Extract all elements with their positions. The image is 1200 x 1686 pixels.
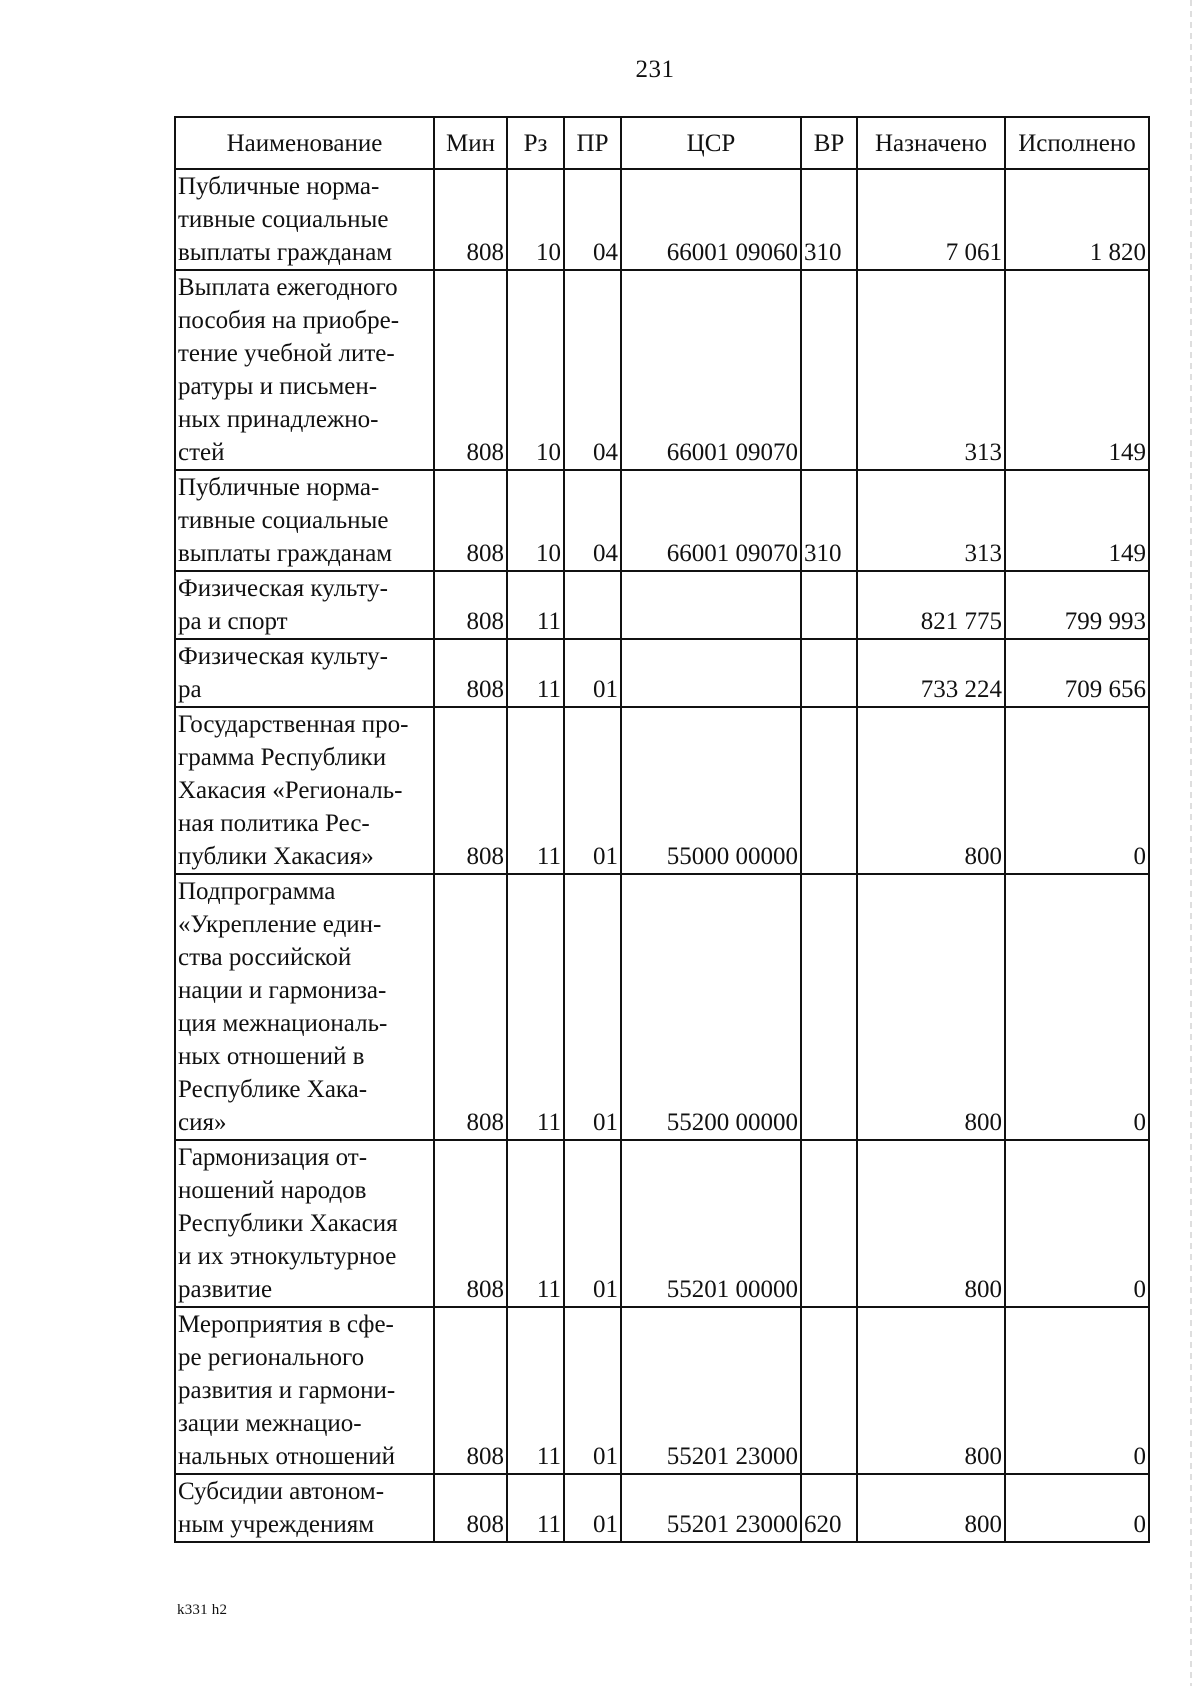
cell-assigned: 800 [857,1474,1005,1542]
cell-name: Физическая культу- ра [175,639,434,707]
cell-assigned: 733 224 [857,639,1005,707]
cell-name: Подпрограмма «Укрепление един- ства российской нации и гармониза- ция межнациональ- ных отношений в Республике Хака- сия» [175,874,434,1140]
cell-csr: 66001 09070 [621,270,801,470]
table-row [175,874,1149,1140]
cell-rz: 11 [507,639,564,707]
table-header-row [175,117,1149,169]
cell-min: 808 [434,470,507,571]
cell-assigned: 7 061 [857,169,1005,270]
cell-vr [801,571,857,639]
cell-vr [801,874,857,1140]
header-name: Наименование [175,117,434,169]
budget-table [174,116,1150,1543]
cell-vr [801,270,857,470]
cell-pr: 04 [564,470,621,571]
cell-pr: 01 [564,1474,621,1542]
cell-pr: 01 [564,707,621,874]
cell-executed: 149 [1005,470,1149,571]
cell-executed: 1 820 [1005,169,1149,270]
cell-pr: 01 [564,1307,621,1474]
scan-binding-edge [1190,0,1192,1686]
cell-rz: 10 [507,470,564,571]
cell-csr: 66001 09060 [621,169,801,270]
header-assigned: Назначено [857,117,1005,169]
cell-min: 808 [434,874,507,1140]
cell-csr: 55200 00000 [621,874,801,1140]
table-row [175,1140,1149,1307]
cell-pr: 01 [564,639,621,707]
cell-executed: 0 [1005,1307,1149,1474]
cell-csr: 55201 23000 [621,1307,801,1474]
cell-rz: 11 [507,874,564,1140]
cell-pr: 01 [564,1140,621,1307]
cell-csr: 55201 00000 [621,1140,801,1307]
cell-min: 808 [434,270,507,470]
cell-rz: 11 [507,571,564,639]
cell-csr: 55201 23000 [621,1474,801,1542]
cell-vr [801,639,857,707]
page-number: 231 [635,56,675,83]
cell-name: Государственная про- грамма Республики Хакасия «Региональ- ная политика Рес- публики Хакасия» [175,707,434,874]
cell-executed: 0 [1005,1474,1149,1542]
cell-rz: 11 [507,1140,564,1307]
cell-vr [801,1140,857,1307]
cell-csr [621,571,801,639]
cell-executed: 0 [1005,1140,1149,1307]
cell-csr [621,639,801,707]
cell-rz: 10 [507,169,564,270]
cell-vr: 310 [801,169,857,270]
header-executed: Исполнено [1005,117,1149,169]
cell-vr: 310 [801,470,857,571]
cell-executed: 709 656 [1005,639,1149,707]
cell-assigned: 800 [857,874,1005,1140]
cell-name: Публичные норма- тивные социальные выплаты гражданам [175,169,434,270]
cell-assigned: 800 [857,1307,1005,1474]
table-body [175,169,1149,1542]
cell-min: 808 [434,571,507,639]
cell-assigned: 821 775 [857,571,1005,639]
cell-assigned: 313 [857,470,1005,571]
cell-name: Физическая культу- ра и спорт [175,571,434,639]
cell-min: 808 [434,707,507,874]
table-row [175,169,1149,270]
cell-vr [801,707,857,874]
cell-assigned: 313 [857,270,1005,470]
cell-csr: 55000 00000 [621,707,801,874]
table-row [175,270,1149,470]
cell-pr: 04 [564,270,621,470]
cell-name: Мероприятия в сфе- ре регионального развития и гармони- зации межнацио- нальных отношений [175,1307,434,1474]
footer-code: k331 h2 [177,1602,228,1618]
table-row [175,1474,1149,1542]
cell-vr [801,1307,857,1474]
header-vr: ВР [801,117,857,169]
header-min: Мин [434,117,507,169]
cell-min: 808 [434,1140,507,1307]
cell-pr: 04 [564,169,621,270]
cell-executed: 0 [1005,707,1149,874]
header-rz: Рз [507,117,564,169]
cell-name: Субсидии автоном- ным учреждениям [175,1474,434,1542]
table-row [175,470,1149,571]
cell-min: 808 [434,639,507,707]
cell-pr [564,571,621,639]
cell-executed: 0 [1005,874,1149,1140]
cell-name: Гармонизация от- ношений народов Республики Хакасия и их этнокультурное развитие [175,1140,434,1307]
cell-rz: 11 [507,1474,564,1542]
cell-min: 808 [434,169,507,270]
cell-executed: 149 [1005,270,1149,470]
table-row [175,707,1149,874]
cell-vr: 620 [801,1474,857,1542]
cell-name: Публичные норма- тивные социальные выплаты гражданам [175,470,434,571]
table-row [175,571,1149,639]
cell-rz: 11 [507,1307,564,1474]
header-csr: ЦСР [621,117,801,169]
cell-name: Выплата ежегодного пособия на приобре- тение учебной лите- ратуры и письмен- ных принадлежно- стей [175,270,434,470]
cell-pr: 01 [564,874,621,1140]
cell-assigned: 800 [857,707,1005,874]
table-row [175,639,1149,707]
cell-rz: 11 [507,707,564,874]
cell-executed: 799 993 [1005,571,1149,639]
cell-min: 808 [434,1307,507,1474]
cell-csr: 66001 09070 [621,470,801,571]
cell-min: 808 [434,1474,507,1542]
cell-assigned: 800 [857,1140,1005,1307]
header-pr: ПР [564,117,621,169]
cell-rz: 10 [507,270,564,470]
table-row [175,1307,1149,1474]
